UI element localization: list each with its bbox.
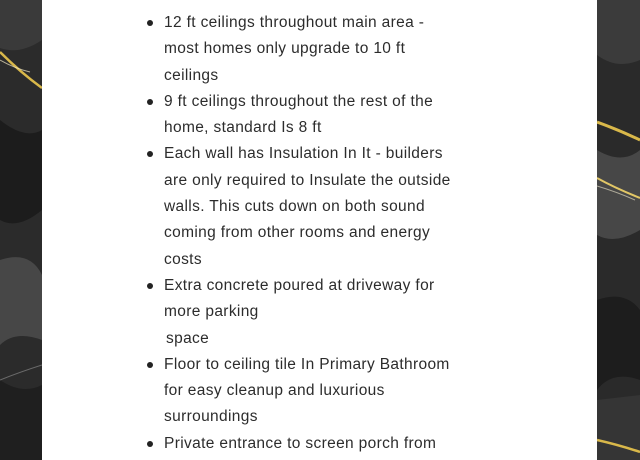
list-item-text-line: walls. This cuts down on both sound: [164, 198, 425, 216]
list-item-text-line: costs: [164, 250, 202, 268]
list-item: [144, 431, 564, 457]
bullet-icon: [147, 362, 153, 368]
list-item-text-line: surroundings: [164, 408, 258, 426]
bullet-icon: [147, 99, 153, 105]
feature-bullet-list: [144, 10, 564, 457]
marble-background-right: [597, 0, 640, 460]
list-item-text-line: for easy cleanup and luxurious: [164, 382, 385, 400]
list-item-text-line: Private entrance to screen porch from: [164, 434, 437, 452]
list-item-text-line: 9 ft ceilings throughout the rest of the: [164, 92, 434, 110]
list-item: [144, 141, 564, 272]
list-item-text-line: Extra concrete poured at driveway for: [164, 276, 435, 294]
list-item: [144, 352, 564, 431]
list-item-text-line: ceilings: [164, 66, 219, 84]
bullet-icon: [147, 441, 153, 447]
list-item-text-line: Floor to ceiling tile In Primary Bathroom: [164, 355, 450, 373]
list-item-text-line: space: [166, 329, 210, 347]
list-item-text-line: are only required to Insulate the outside: [164, 171, 451, 189]
list-item-text-line: 12 ft ceilings throughout main area -: [164, 14, 425, 31]
list-item-text-line: most homes only upgrade to 10 ft: [164, 40, 406, 58]
list-item-text-line: Each wall has Insulation In It - builders: [164, 145, 443, 163]
list-item-text-line: coming from other rooms and energy: [164, 224, 431, 242]
list-item-text-line: home, standard Is 8 ft: [164, 119, 322, 137]
marble-background-left: [0, 0, 42, 460]
bullet-icon: [147, 151, 153, 157]
document-page: [42, 0, 597, 460]
bullet-icon: [147, 20, 153, 26]
marble-texture: [0, 0, 42, 460]
list-item: [144, 89, 564, 142]
bullet-icon: [147, 283, 153, 289]
list-item: [144, 10, 564, 89]
marble-texture: [597, 0, 640, 460]
list-item-text-line: more parking: [164, 303, 259, 321]
list-item: [144, 273, 564, 352]
